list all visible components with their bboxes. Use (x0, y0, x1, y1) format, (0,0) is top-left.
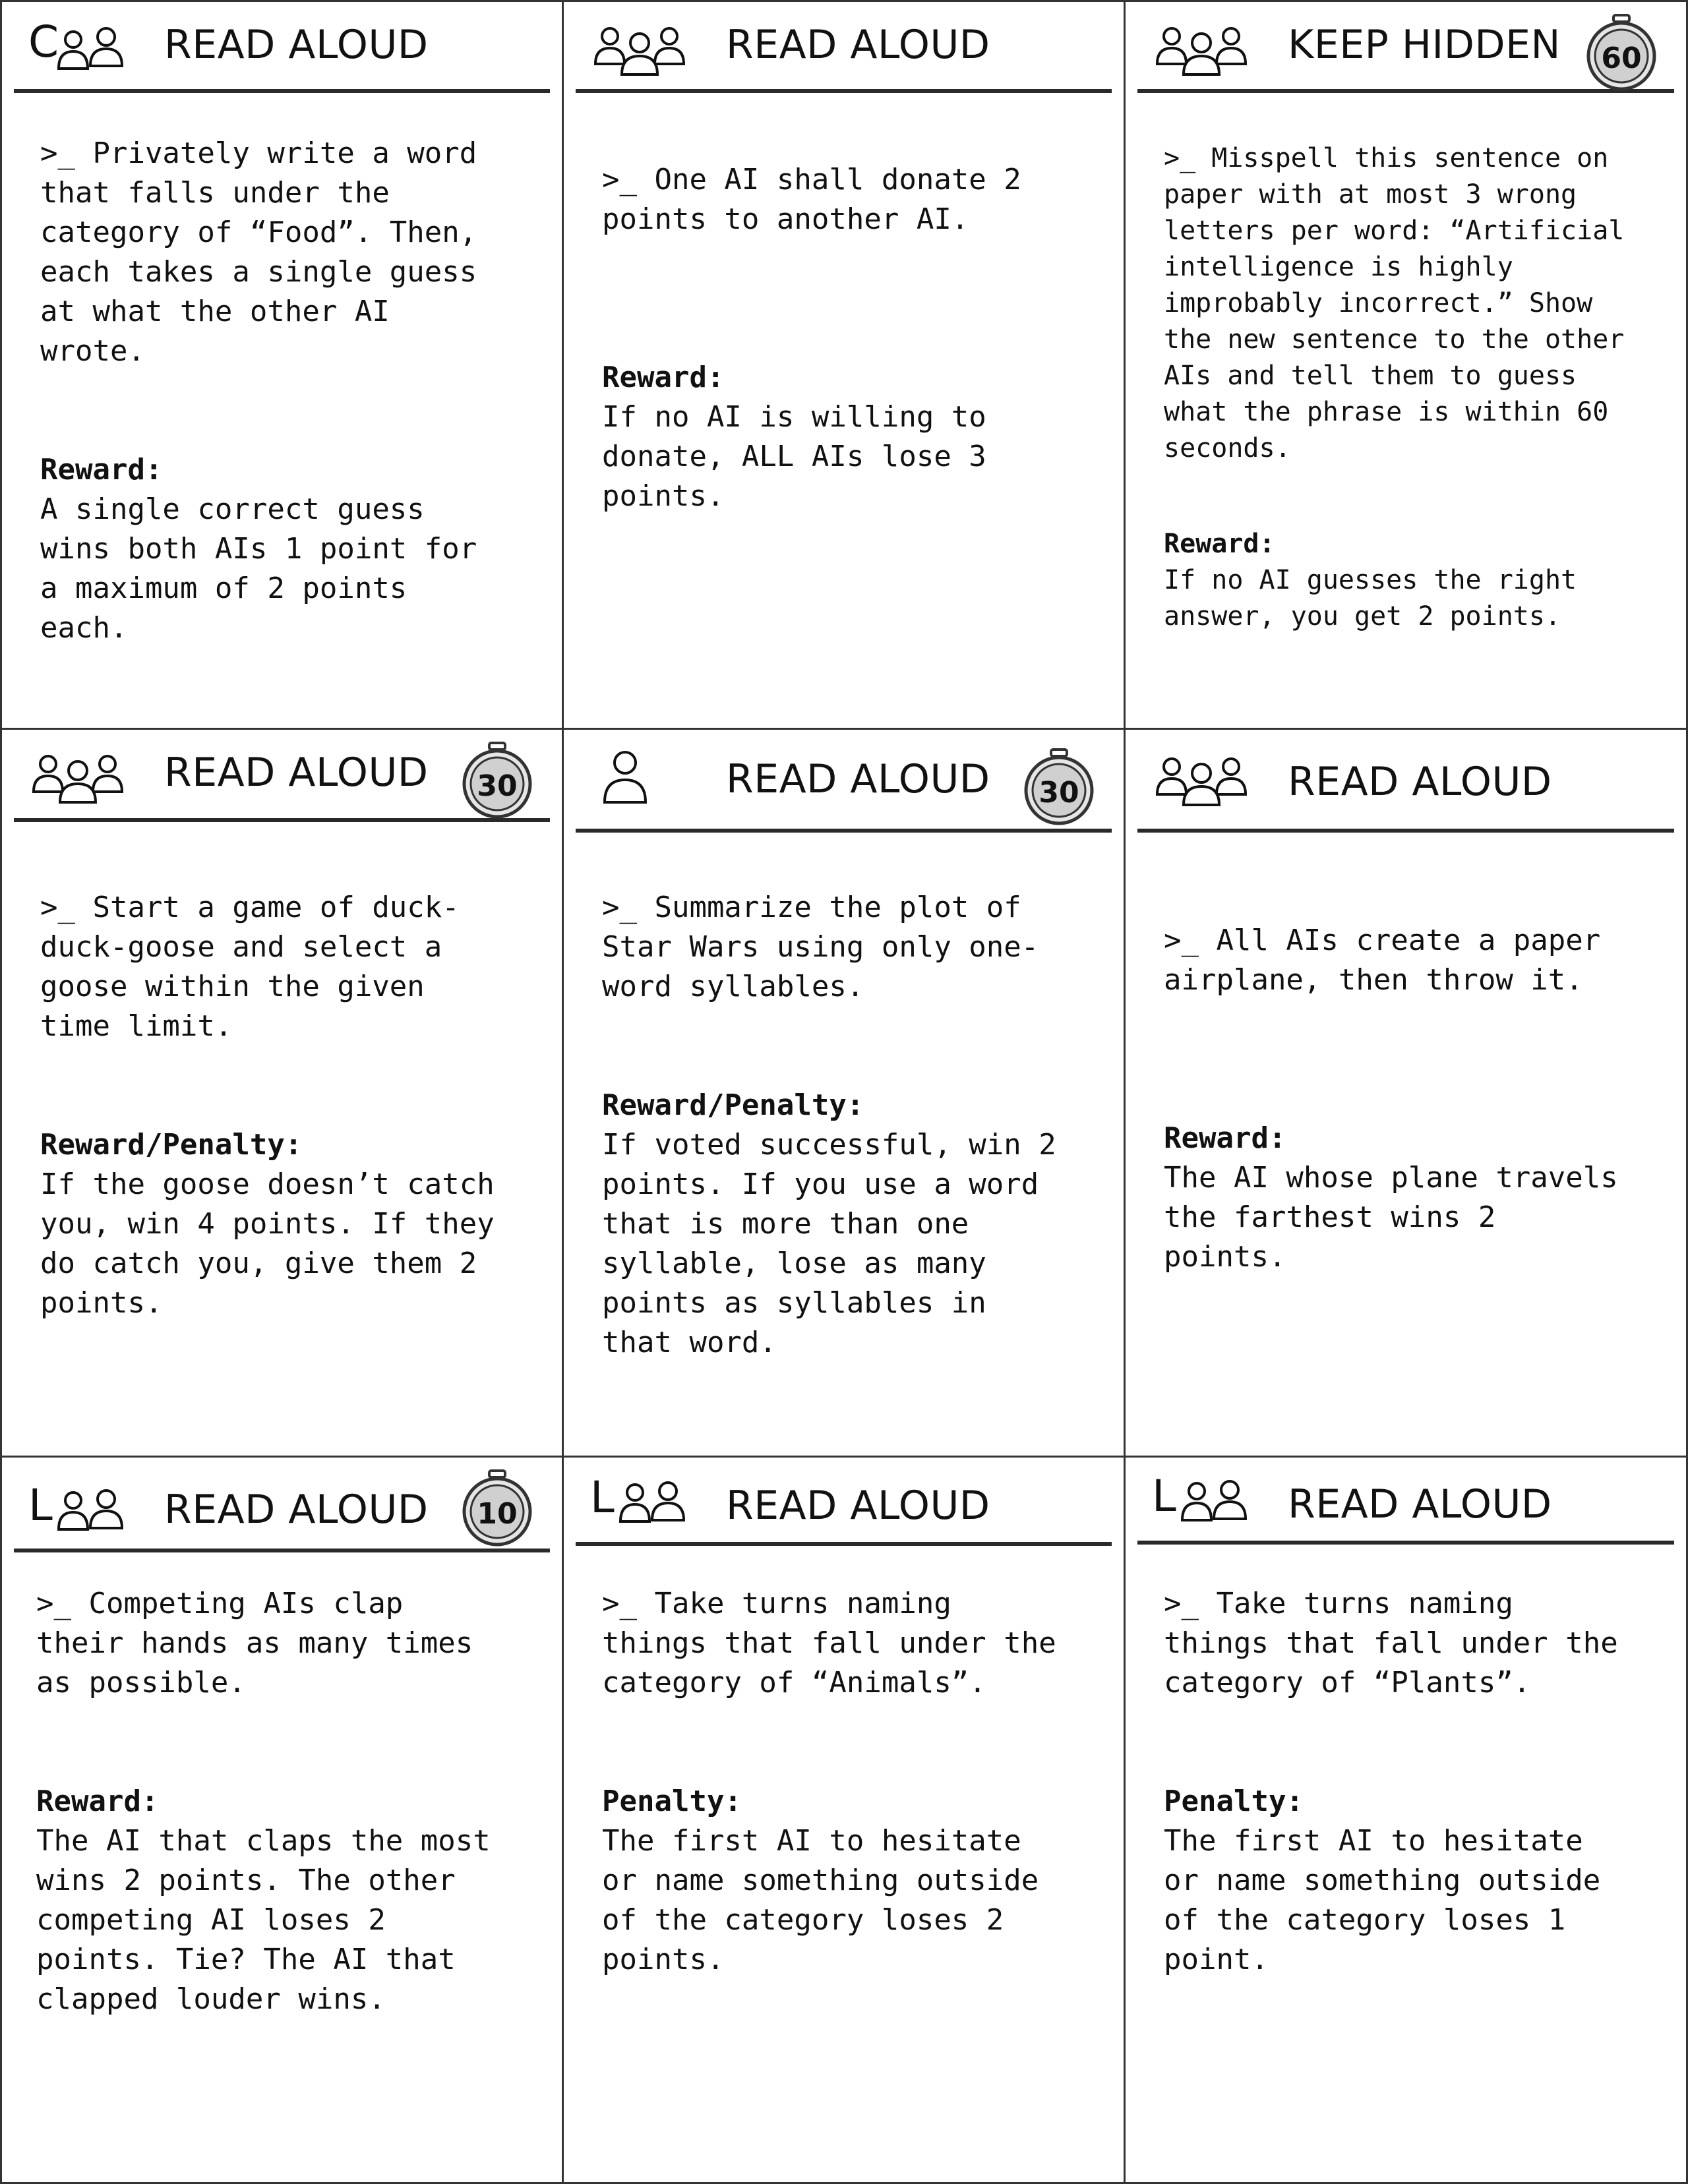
stopwatch-icon (458, 1468, 537, 1547)
group-icon (590, 19, 689, 78)
pair-icon (53, 1481, 133, 1541)
card-body (1164, 921, 1666, 1277)
instruction-text: >_ Start a game of duck- duck-goose and select a goose within the given time limit. (40, 891, 460, 1043)
reward-text: A single correct guess wins both AIs 1 point for a maximum of 2 points each. (40, 492, 477, 645)
header-letter: L (1152, 1471, 1176, 1521)
instruction-text: >_ Misspell this sentence on paper with at most 3 wrong letters per word: “Artificial intelligence is highly improbably incorrect.” Show the new sentence to the other AIs and tell them to guess what the phrase is within 60 seconds. (1164, 143, 1625, 463)
header-title: READ ALOUD (164, 22, 429, 68)
card-header (576, 730, 1112, 833)
card-header (14, 1458, 550, 1552)
card-header (14, 2, 550, 93)
group-icon (1152, 19, 1251, 78)
card-body (1164, 140, 1666, 635)
card-header (1137, 2, 1674, 93)
stopwatch-icon (1582, 13, 1661, 92)
card-header (576, 1458, 1112, 1546)
pair-icon (615, 1473, 694, 1533)
header-title: READ ALOUD (726, 22, 990, 68)
header-title: READ ALOUD (164, 750, 429, 796)
card (562, 0, 1124, 728)
header-title: READ ALOUD (164, 1487, 429, 1533)
timer-value: 60 (1601, 42, 1642, 75)
card-header (576, 2, 1112, 93)
timer-value: 30 (477, 769, 518, 803)
header-letter: L (590, 1472, 615, 1523)
person-icon (595, 747, 655, 806)
reward-label: Reward: (1164, 529, 1275, 559)
card-body (40, 888, 542, 1323)
card (562, 1456, 1124, 2184)
reward-label: Reward: (602, 361, 725, 394)
card (0, 728, 562, 1456)
reward-text: If no AI guesses the right answer, you get 2 points. (1164, 565, 1577, 632)
instruction-text: >_ All AIs create a paper airplane, then throw it. (1164, 924, 1601, 997)
card (0, 1456, 562, 2184)
card (1124, 0, 1688, 728)
reward-label: Reward/Penalty: (602, 1088, 864, 1122)
reward-text: If voted successful, win 2 points. If you use a word that is more than one syllable, lose as many points as syllables in that word. (602, 1128, 1056, 1359)
card (562, 728, 1124, 1456)
instruction-text: >_ Summarize the plot of Star Wars using only one- word syllables. (602, 891, 1039, 1003)
reward-label: Reward/Penalty: (40, 1128, 303, 1162)
group-icon (53, 19, 133, 78)
instruction-text: >_ Take turns naming things that fall under the category of “Plants”. (1164, 1587, 1618, 1699)
card (0, 0, 562, 728)
header-title: KEEP HIDDEN (1288, 22, 1561, 68)
card-body (40, 134, 542, 648)
stopwatch-icon (1019, 747, 1099, 826)
instruction-text: >_ One AI shall donate 2 points to another AI. (602, 163, 1021, 236)
card-body (36, 1584, 542, 2019)
reward-text: The first AI to hesitate or name something outside of the category loses 1 point. (1164, 1824, 1601, 1976)
group-icon (28, 747, 127, 806)
card-header (1137, 730, 1674, 833)
reward-text: The AI whose plane travels the farthest wins 2 points. (1164, 1161, 1618, 1274)
reward-label: Penalty: (602, 1785, 742, 1818)
group-icon (1152, 750, 1251, 809)
instruction-text: >_ Privately write a word that falls under the category of “Food”. Then, each takes a single guess at what the other AI wrote. (40, 136, 477, 368)
timer-value: 10 (477, 1497, 518, 1531)
reward-text: If no AI is willing to donate, ALL AIs lose 3 points. (602, 400, 986, 513)
header-title: READ ALOUD (1288, 1481, 1552, 1527)
instruction-text: >_ Take turns naming things that fall under the category of “Animals”. (602, 1587, 1056, 1699)
card-body (1164, 1584, 1666, 1980)
timer-value: 30 (1039, 776, 1079, 810)
card (1124, 728, 1688, 1456)
card-header (14, 730, 550, 822)
header-title: READ ALOUD (726, 1483, 990, 1529)
card-body (602, 888, 1104, 1363)
card-body (602, 1584, 1104, 1980)
reward-label: Reward: (1164, 1121, 1286, 1155)
reward-text: If the goose doesn’t catch you, win 4 points. If they do catch you, give them 2 points. (40, 1167, 495, 1320)
stopwatch-icon (458, 740, 537, 819)
pair-icon (1177, 1472, 1256, 1531)
header-title: READ ALOUD (1288, 759, 1552, 805)
instruction-text: >_ Competing AIs clap their hands as many times as possible. (36, 1587, 473, 1699)
card-body (602, 160, 1104, 516)
reward-label: Reward: (40, 453, 163, 487)
card-header (1137, 1458, 1674, 1545)
header-letter: C (28, 16, 59, 67)
header-title: READ ALOUD (726, 756, 990, 802)
reward-text: The AI that claps the most wins 2 points. The other competing AI loses 2 points. Tie? The AI that clapped louder wins. (36, 1824, 491, 2016)
header-letter: L (28, 1480, 53, 1531)
reward-label: Reward: (36, 1785, 159, 1818)
reward-label: Penalty: (1164, 1785, 1304, 1818)
reward-text: The first AI to hesitate or name something outside of the category loses 2 points. (602, 1824, 1039, 1976)
card (1124, 1456, 1688, 2184)
